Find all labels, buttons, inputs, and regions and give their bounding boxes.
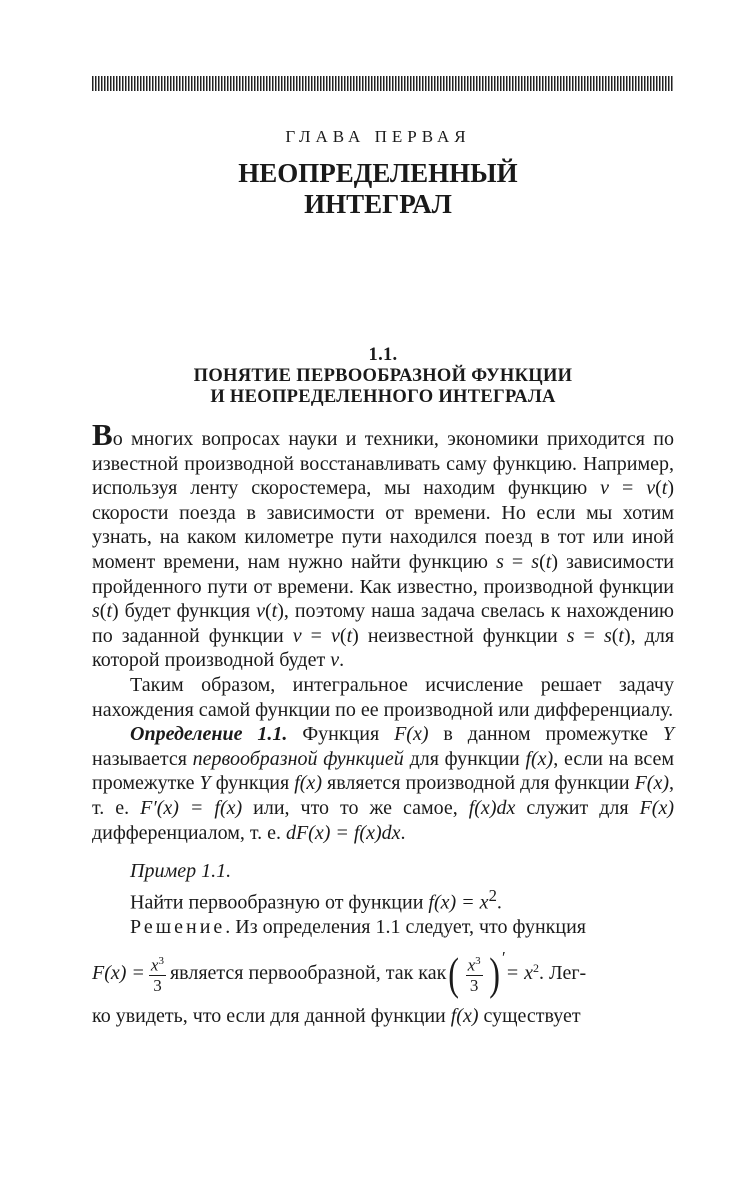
section-heading bbox=[0, 345, 756, 408]
example-task: Найти первообразную от функции $f(x) = x^2$. bbox=[130, 885, 502, 914]
body-text bbox=[92, 417, 675, 1028]
left-paren: ( bbox=[448, 947, 460, 999]
definition-label: Определение 1.1. bbox=[130, 723, 288, 746]
chapter-title-line2: ИНТЕГРАЛ bbox=[304, 189, 452, 219]
paragraph-last: ко увидеть, что если для данной функции f(x) существует bbox=[92, 1004, 581, 1027]
formula-line: F(x) = $\frac{x^3}{3}$ является первообразной, так как ( $\frac{x^3}{3}$ ) ′ = x $^2$ . Лег- bbox=[92, 947, 587, 999]
section-title-line2: И НЕОПРЕДЕЛЕННОГО ИНТЕГРАЛА bbox=[210, 387, 556, 407]
paragraph-summary: Таким образом, интегральное исчисление решает задачу нахождения самой функции по ее производной или дифференциалу. bbox=[92, 673, 674, 721]
section-title-line1: ПОНЯТИЕ ПЕРВООБРАЗНОЙ ФУНКЦИИ bbox=[193, 366, 573, 386]
drop-cap: В bbox=[92, 417, 113, 452]
header-rule bbox=[92, 76, 674, 91]
chapter-title bbox=[0, 158, 756, 220]
solution-label: Решение bbox=[130, 915, 226, 938]
section-number: 1.1. bbox=[368, 345, 398, 365]
prime-mark: ′ bbox=[502, 947, 506, 967]
example-solution: Решение. Из определения 1.1 следует, что функция bbox=[130, 915, 586, 938]
right-paren: ) bbox=[488, 947, 500, 999]
definition-paragraph: Определение 1.1. Функция F(x) в данном промежутке Y называется первообразной функцией для функции f(x), если на всем промежутке Y функция f(x) является производной для функции F(x), т. е. F′(x) = f(x) или, что то же самое, f(x)dx служит для F(x) дифференциалом, т. е. dF(x) = f(x)dx. bbox=[92, 723, 675, 844]
example-label: Пример 1.1. bbox=[130, 860, 232, 883]
fraction-x3-over-3: $\frac{x^3}{3}$ bbox=[149, 952, 166, 995]
definition-term: первообразной функцией bbox=[192, 747, 404, 770]
chapter-kicker: ГЛАВА ПЕРВАЯ bbox=[285, 127, 471, 146]
formula-lhs: F(x) = bbox=[92, 962, 145, 985]
paragraph-intro: Во многих вопросах науки и техники, экономики приходится по известной производной восстанавливать саму функцию. Например, используя ленту скоростемера, мы находим функцию v = v(t) скорости поезда в зависимости от времени. Но если мы хотим узнать, на каком километре пути находился поезд в тот или иной момент времени, нам нужно найти функцию s = s(t) зависимости пройденного пути от времени. Как известно, производной функции s(t) будет функция v(t), поэтому наша задача свелась к нахождению по заданной функции v = v(t) неизвестной функции s = s(t), для которой производной будет v. bbox=[92, 417, 675, 672]
chapter-title-line1: НЕОПРЕДЕЛЕННЫЙ bbox=[238, 158, 518, 188]
fraction-x3-over-3-deriv: $\frac{x^3}{3}$ bbox=[466, 952, 483, 995]
